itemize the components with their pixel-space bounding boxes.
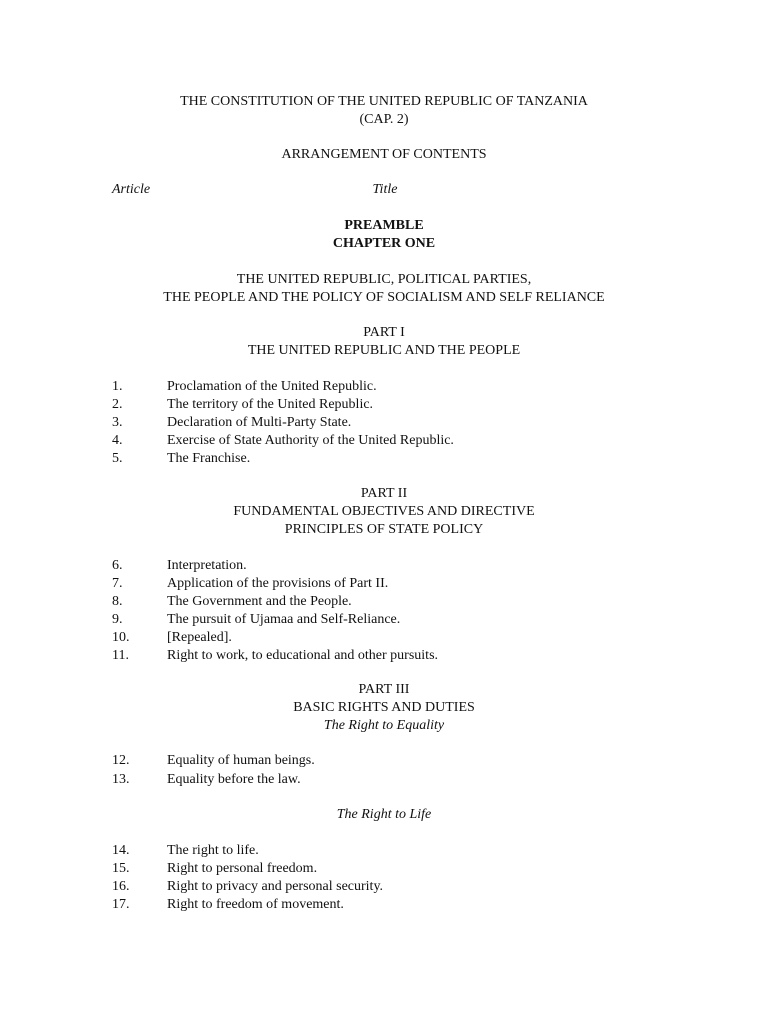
article-number: 7. <box>112 576 123 591</box>
article-title: The Government and the People. <box>167 594 352 609</box>
article-title: Equality before the law. <box>167 772 301 787</box>
list-item <box>0 629 768 647</box>
chapter-reference: (CAP. 2) <box>359 112 409 127</box>
preamble-heading: PREAMBLE <box>344 218 424 233</box>
part3-subheading-equality: The Right to Equality <box>323 718 445 733</box>
article-title: [Repealed]. <box>167 630 232 645</box>
article-title: Right to personal freedom. <box>167 861 318 876</box>
list-item <box>0 771 768 789</box>
column-header-article: Article <box>112 182 151 197</box>
article-title: The territory of the United Republic. <box>167 397 374 412</box>
chapter-title-line1: THE UNITED REPUBLIC, POLITICAL PARTIES, <box>236 272 532 287</box>
list-item <box>0 647 768 665</box>
article-number: 11. <box>112 648 129 663</box>
part2-title-line1: FUNDAMENTAL OBJECTIVES AND DIRECTIVE <box>233 504 535 519</box>
article-title: The right to life. <box>167 843 259 858</box>
list-item <box>0 842 768 860</box>
article-title: Equality of human beings. <box>167 753 315 768</box>
article-title: Application of the provisions of Part II. <box>167 576 389 591</box>
list-item <box>0 450 768 468</box>
list-item <box>0 557 768 575</box>
arrangement-heading: ARRANGEMENT OF CONTENTS <box>281 147 487 162</box>
part3-subheading-life: The Right to Life <box>336 807 432 822</box>
article-number: 6. <box>112 558 123 573</box>
article-number: 1. <box>112 379 123 394</box>
article-number: 8. <box>112 594 123 609</box>
list-item <box>0 611 768 629</box>
article-title: The pursuit of Ujamaa and Self-Reliance. <box>167 612 401 627</box>
article-number: 3. <box>112 415 123 430</box>
part3-title: BASIC RIGHTS AND DUTIES <box>293 700 475 715</box>
article-number: 5. <box>112 451 123 466</box>
part3-heading: PART III <box>358 682 410 697</box>
article-title: Interpretation. <box>167 558 247 573</box>
list-item <box>0 878 768 896</box>
article-number: 16. <box>112 879 130 894</box>
article-number: 15. <box>112 861 130 876</box>
document-title: THE CONSTITUTION OF THE UNITED REPUBLIC OF TANZANIA <box>180 94 588 109</box>
article-title: Right to privacy and personal security. <box>167 879 384 894</box>
list-item <box>0 860 768 878</box>
list-item <box>0 378 768 396</box>
article-number: 13. <box>112 772 130 787</box>
list-item <box>0 414 768 432</box>
chapter-heading: CHAPTER ONE <box>332 236 436 251</box>
article-number: 12. <box>112 753 130 768</box>
list-item <box>0 896 768 914</box>
article-number: 4. <box>112 433 123 448</box>
list-item <box>0 752 768 770</box>
list-item <box>0 396 768 414</box>
list-item <box>0 575 768 593</box>
article-title: Right to work, to educational and other pursuits. <box>167 648 439 663</box>
chapter-title-line2: THE PEOPLE AND THE POLICY OF SOCIALISM AND SELF RELIANCE <box>163 290 605 305</box>
article-number: 17. <box>112 897 130 912</box>
article-number: 2. <box>112 397 123 412</box>
article-title: Declaration of Multi-Party State. <box>167 415 352 430</box>
list-item <box>0 593 768 611</box>
article-number: 10. <box>112 630 130 645</box>
list-item <box>0 432 768 450</box>
part2-title-line2: PRINCIPLES OF STATE POLICY <box>284 522 484 537</box>
part1-heading: PART I <box>363 325 405 340</box>
article-title: Right to freedom of movement. <box>167 897 344 912</box>
article-title: Exercise of State Authority of the United Republic. <box>167 433 454 448</box>
part2-heading: PART II <box>360 486 408 501</box>
part1-title: THE UNITED REPUBLIC AND THE PEOPLE <box>247 343 521 358</box>
article-number: 9. <box>112 612 123 627</box>
column-header-title: Title <box>372 182 398 197</box>
article-number: 14. <box>112 843 130 858</box>
article-title: Proclamation of the United Republic. <box>167 379 377 394</box>
article-title: The Franchise. <box>167 451 251 466</box>
